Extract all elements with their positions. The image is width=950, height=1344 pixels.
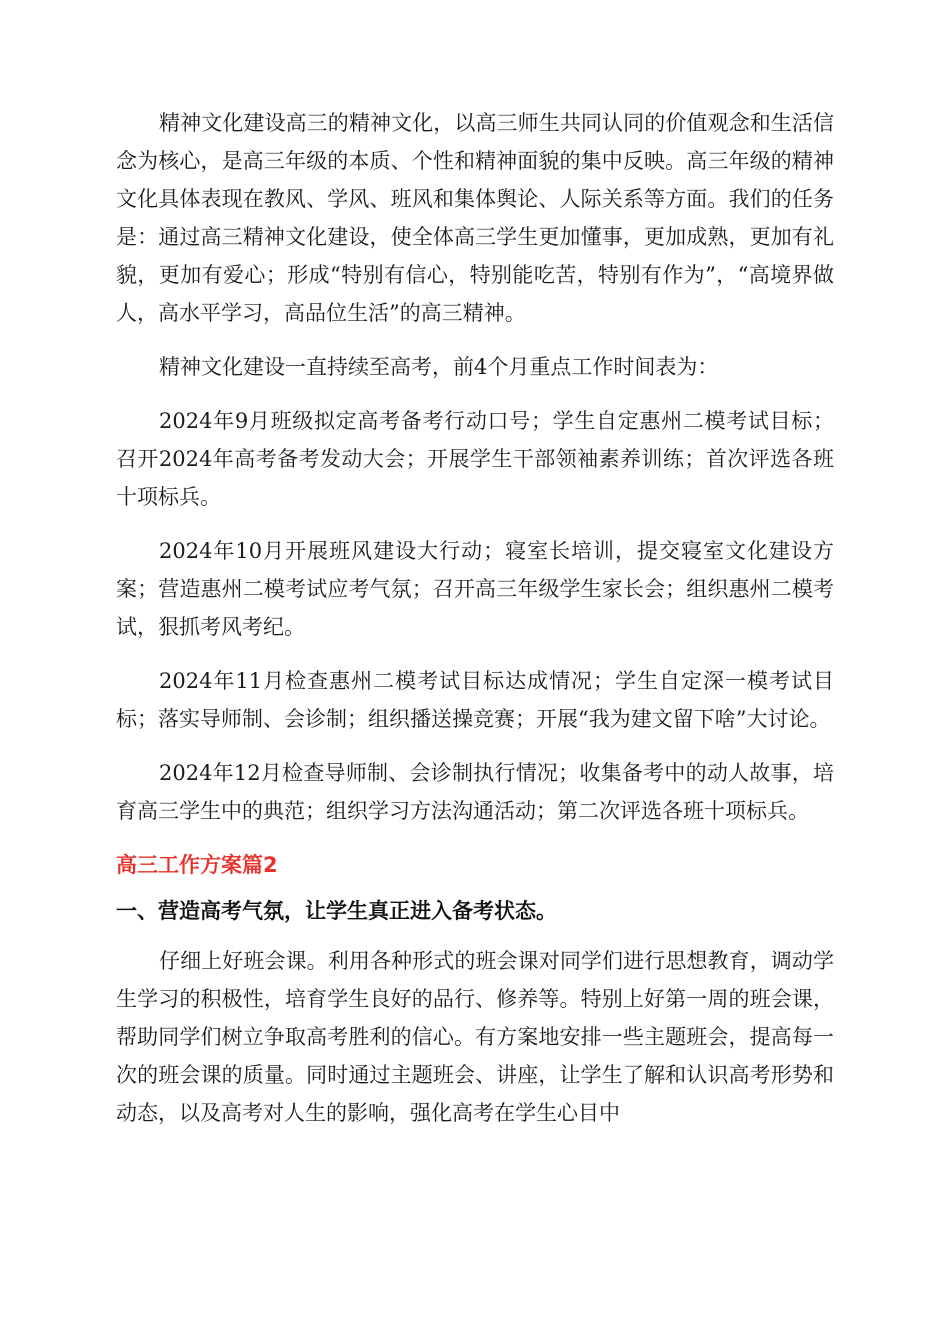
- paragraph-november: 2024年11月检查惠州二模考试目标达成情况；学生自定深一模考试目标；落实导师制、会诊制；组织播送操竞赛；开展“我为建文留下啥”大讨论。: [116, 669, 834, 731]
- paragraph-class-meeting: 仔细上好班会课。利用各种形式的班会课对同学们进行思想教育，调动学生学习的积极性，培育学生良好的品行、修养等。特别上好第一周的班会课，帮助同学们树立争取高考胜利的信心。有方案地安排一些主题班会，提高每一次的班会课的质量。同时通过主题班会、讲座，让学生了解和认识高考形势和动态，以及高考对人生的影响，强化高考在学生心目中: [116, 949, 834, 1125]
- section-title: 高三工作方案篇2: [116, 853, 278, 877]
- document-page: [116, 104, 834, 1148]
- paragraph-december: 2024年12月检查导师制、会诊制执行情况；收集备考中的动人故事，培育高三学生中的典范；组织学习方法沟通活动；第二次评选各班十项标兵。: [116, 761, 834, 823]
- paragraph-schedule-intro: 精神文化建设一直持续至高考，前4个月重点工作时间表为：: [159, 355, 719, 379]
- paragraph-october: 2024年10月开展班风建设大行动；寝室长培训，提交寝室文化建设方案；营造惠州二模考试应考气氛；召开高三年级学生家长会；组织惠州二模考试，狠抓考风考纪。: [116, 539, 834, 639]
- subsection-title: 一、营造高考气氛，让学生真正进入备考状态。: [116, 899, 557, 923]
- paragraph-spirit-culture: 精神文化建设高三的精神文化，以高三师生共同认同的价值观念和生活信念为核心，是高三年级的本质、个性和精神面貌的集中反映。高三年级的精神文化具体表现在教风、学风、班风和集体舆论、人际关系等方面。我们的任务是：通过高三精神文化建设，使全体高三学生更加懂事，更加成熟，更加有礼貌，更加有爱心；形成“特别有信心，特别能吃苦，特别有作为”，“高境界做人，高水平学习，高品位生活”的高三精神。: [116, 111, 834, 325]
- paragraph-september: 2024年9月班级拟定高考备考行动口号；学生自定惠州二模考试目标；召开2024年高考备考发动大会；开展学生干部领袖素养训练；首次评选各班十项标兵。: [116, 409, 834, 509]
